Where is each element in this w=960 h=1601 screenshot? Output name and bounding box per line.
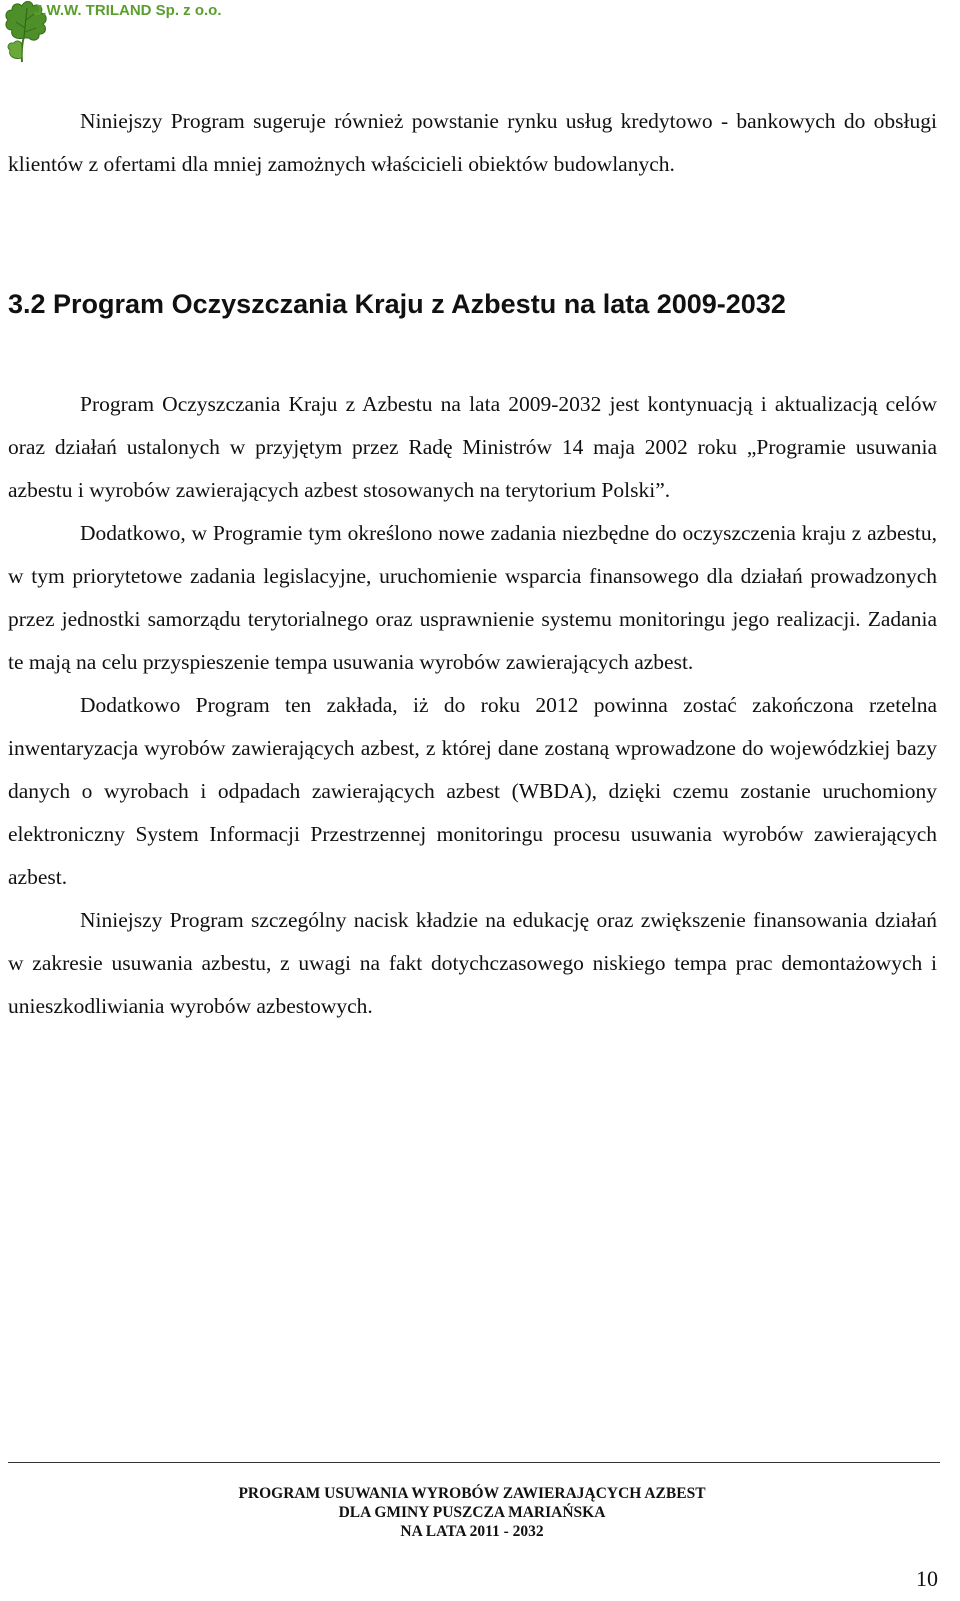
footer-line-2: DLA GMINY PUSZCZA MARIAŃSKA <box>338 1504 606 1521</box>
body-paragraph-2: Dodatkowo, w Programie tym określono nowe zadania niezbędne do oczyszczenia kraju z azbestu, w tym priorytetowe zadania legislacyjne, uruchomienie wsparcia finansowego dla działań prowadzonych przez jednostki samorządu terytorialnego oraz usprawnienie systemu monitoringu jego realizacji. Zadania te mają na celu przyspieszenie tempa usuwania wyrobów zawierających azbest. <box>8 521 937 674</box>
footer-divider <box>8 1462 940 1463</box>
page-number: 10 <box>916 1566 938 1591</box>
intro-block <box>8 100 937 186</box>
body-paragraph-4: Niniejszy Program szczególny nacisk kładzie na edukację oraz zwiększenie finansowania działań w zakresie usuwania azbestu, z uwagi na fakt dotychczasowego niskiego tempa prac demontażowych i unieszkodliwiania wyrobów azbestowych. <box>8 908 937 1018</box>
footer-line-3: NA LATA 2011 - 2032 <box>400 1523 544 1540</box>
body-paragraph-1: Program Oczyszczania Kraju z Azbestu na lata 2009-2032 jest kontynuacją i aktualizacją celów oraz działań ustalonych w przyjętym przez Radę Ministrów 14 maja 2002 roku „Programie usuwania azbestu i wyrobów zawierających azbest stosowanych na terytorium Polski”. <box>8 392 937 502</box>
company-name: J.W.W. TRILAND Sp. z o.o. <box>34 2 222 19</box>
section-heading: 3.2 Program Oczyszczania Kraju z Azbestu na lata 2009-2032 <box>8 289 786 319</box>
body-paragraph-3: Dodatkowo Program ten zakłada, iż do roku 2012 powinna zostać zakończona rzetelna inwentaryzacja wyrobów zawierających azbest, z której dane zostaną wprowadzone do wojewódzkiej bazy danych o wyrobach i odpadach zawierających azbest (WBDA), dzięki czemu zostanie uruchomiony elektroniczny System Informacji Przestrzennej monitoringu procesu usuwania wyrobów zawierających azbest. <box>8 693 937 889</box>
page-footer <box>0 1484 944 1541</box>
intro-paragraph: Niniejszy Program sugeruje również powstanie rynku usług kredytowo - bankowych do obsługi klientów z ofertami dla mniej zamożnych właścicieli obiektów budowlanych. <box>8 109 937 176</box>
section-body <box>8 383 937 1028</box>
footer-line-1: PROGRAM USUWANIA WYROBÓW ZAWIERAJĄCYCH AZBEST <box>238 1485 706 1502</box>
page-header <box>0 0 960 70</box>
